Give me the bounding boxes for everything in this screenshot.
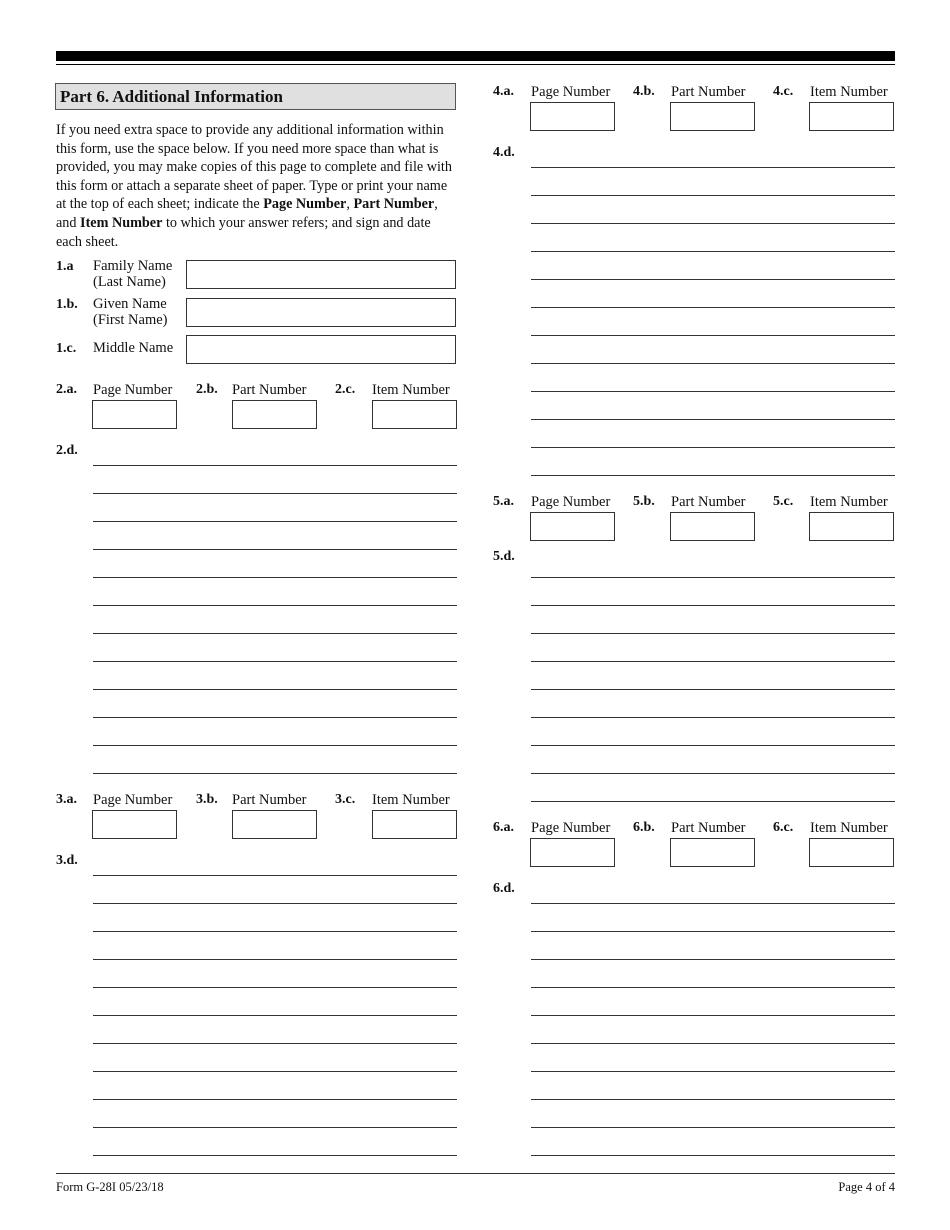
answer-line[interactable] — [93, 959, 457, 960]
item-number: 3.b. — [196, 792, 218, 807]
part-number-label: Part Number — [671, 84, 746, 100]
part-number-field[interactable] — [670, 512, 755, 541]
given-name-field[interactable] — [186, 298, 456, 327]
answer-line[interactable] — [93, 689, 457, 690]
item-number: 5.b. — [633, 494, 655, 509]
answer-line[interactable] — [531, 363, 895, 364]
middle-name-label: Middle Name — [93, 340, 174, 356]
answer-line[interactable] — [93, 1127, 457, 1128]
item-number-field[interactable] — [809, 102, 894, 131]
answer-line[interactable] — [531, 391, 895, 392]
part-number-label: Part Number — [671, 494, 746, 510]
item-number: 3.c. — [335, 792, 356, 807]
page-number-field[interactable] — [530, 512, 615, 541]
item-number-label: Item Number — [810, 84, 888, 100]
answer-line[interactable] — [93, 661, 457, 662]
page-number-label: Page Number — [531, 820, 611, 836]
item-number: 4.c. — [773, 84, 794, 99]
answer-line[interactable] — [531, 251, 895, 252]
answer-line[interactable] — [93, 493, 457, 494]
part-number-field[interactable] — [232, 810, 317, 839]
footer-rule — [56, 1173, 895, 1174]
family-name-label — [93, 259, 172, 290]
item-number: 6.c. — [773, 820, 794, 835]
item-number: 5.c. — [773, 494, 794, 509]
item-number-field[interactable] — [809, 512, 894, 541]
item-number: 2.a. — [56, 382, 77, 397]
item-number: 5.d. — [493, 549, 515, 564]
family-name-field[interactable] — [186, 260, 456, 289]
part-number-label: Part Number — [671, 820, 746, 836]
answer-line[interactable] — [93, 521, 457, 522]
answer-line[interactable] — [531, 605, 895, 606]
part-number-field[interactable] — [232, 400, 317, 429]
instructions-bold-part-number: Part Number — [353, 196, 435, 213]
item-number-field[interactable] — [372, 810, 457, 839]
answer-line[interactable] — [93, 1099, 457, 1100]
answer-line[interactable] — [531, 931, 895, 932]
page-number-label: Page Number — [93, 382, 173, 398]
part-number-field[interactable] — [670, 102, 755, 131]
instructions-text-part-2: to which your answer refers; and sign and date each sheet. — [56, 214, 431, 250]
middle-name-field[interactable] — [186, 335, 456, 364]
instructions-text — [56, 121, 458, 251]
answer-line[interactable] — [93, 1155, 457, 1156]
given-name-label-line2: (First Name) — [93, 311, 168, 328]
item-number: 1.c. — [56, 341, 77, 356]
answer-line[interactable] — [93, 875, 457, 876]
answer-line[interactable] — [93, 773, 457, 774]
item-number: 4.d. — [493, 145, 515, 160]
item-number: 3.d. — [56, 853, 78, 868]
instructions-separator: , — [346, 196, 354, 213]
answer-line[interactable] — [531, 447, 895, 448]
answer-line[interactable] — [531, 903, 895, 904]
instructions-text-part-1: If you need extra space to provide any additional information within this form, use the space below. If you need more space than what is provided, you may make copies of this page to complete and file with this form or attach a separate sheet of paper. Type or print your name at the top of each sheet; indicate the — [56, 122, 452, 213]
answer-line[interactable] — [531, 1015, 895, 1016]
answer-line[interactable] — [531, 475, 895, 476]
part-number-field[interactable] — [670, 838, 755, 867]
answer-line[interactable] — [531, 223, 895, 224]
item-number: 4.b. — [633, 84, 655, 99]
page-number-field[interactable] — [530, 102, 615, 131]
answer-line[interactable] — [531, 773, 895, 774]
answer-line[interactable] — [93, 903, 457, 904]
item-number: 6.a. — [493, 820, 514, 835]
answer-line[interactable] — [531, 661, 895, 662]
given-name-label-line1: Given Name — [93, 296, 167, 312]
answer-line[interactable] — [93, 1015, 457, 1016]
page-number-field[interactable] — [92, 810, 177, 839]
page-number-field[interactable] — [530, 838, 615, 867]
answer-line[interactable] — [531, 1071, 895, 1072]
family-name-label-line1: Family Name — [93, 258, 173, 274]
answer-line[interactable] — [531, 335, 895, 336]
instructions-separator: , and — [56, 196, 438, 231]
answer-line[interactable] — [93, 931, 457, 932]
page-number-label: Page Number — [531, 494, 611, 510]
answer-line[interactable] — [531, 689, 895, 690]
answer-line[interactable] — [93, 745, 457, 746]
item-number: 2.b. — [196, 382, 218, 397]
part-title: Part 6. Additional Information — [55, 83, 456, 110]
item-number: 6.b. — [633, 820, 655, 835]
top-bar-thick — [56, 51, 895, 61]
item-number: 3.a. — [56, 792, 77, 807]
answer-line[interactable] — [531, 987, 895, 988]
item-number: 5.a. — [493, 494, 514, 509]
answer-line[interactable] — [531, 1043, 895, 1044]
item-number-label: Item Number — [372, 382, 450, 398]
answer-line[interactable] — [531, 1127, 895, 1128]
top-bar-thin — [56, 64, 895, 65]
instructions-bold-item-number: Item Number — [80, 214, 163, 231]
part-number-label: Part Number — [232, 792, 307, 808]
answer-line[interactable] — [93, 1043, 457, 1044]
answer-line[interactable] — [93, 549, 457, 550]
item-number-label: Item Number — [810, 494, 888, 510]
item-number: 2.d. — [56, 443, 78, 458]
answer-line[interactable] — [531, 1155, 895, 1156]
answer-line[interactable] — [531, 577, 895, 578]
item-number-label: Item Number — [810, 820, 888, 836]
page-number-label: Page Number — [93, 792, 173, 808]
answer-line[interactable] — [531, 745, 895, 746]
answer-line[interactable] — [93, 717, 457, 718]
given-name-label — [93, 297, 168, 328]
answer-line[interactable] — [531, 959, 895, 960]
answer-line[interactable] — [531, 1099, 895, 1100]
answer-line[interactable] — [93, 987, 457, 988]
item-number: 1.b. — [56, 297, 78, 312]
answer-line[interactable] — [531, 195, 895, 196]
page-number-field[interactable] — [92, 400, 177, 429]
answer-line[interactable] — [531, 633, 895, 634]
item-number-label: Item Number — [372, 792, 450, 808]
answer-line[interactable] — [531, 279, 895, 280]
part-number-label: Part Number — [232, 382, 307, 398]
answer-line[interactable] — [93, 1071, 457, 1072]
form-id: Form G-28I 05/23/18 — [56, 1180, 164, 1194]
item-number-field[interactable] — [809, 838, 894, 867]
item-number: 1.a — [56, 259, 74, 274]
answer-line[interactable] — [93, 605, 457, 606]
item-number: 2.c. — [335, 382, 356, 397]
item-number: 6.d. — [493, 881, 515, 896]
page-indicator: Page 4 of 4 — [838, 1180, 895, 1194]
item-number: 4.a. — [493, 84, 514, 99]
answer-line[interactable] — [531, 801, 895, 802]
answer-line[interactable] — [531, 167, 895, 168]
answer-line[interactable] — [93, 633, 457, 634]
answer-line[interactable] — [531, 419, 895, 420]
item-number-field[interactable] — [372, 400, 457, 429]
page-number-label: Page Number — [531, 84, 611, 100]
answer-line[interactable] — [93, 577, 457, 578]
answer-line[interactable] — [531, 717, 895, 718]
family-name-label-line2: (Last Name) — [93, 273, 166, 290]
instructions-bold-page-number: Page Number — [263, 196, 347, 213]
answer-line[interactable] — [93, 465, 457, 466]
answer-line[interactable] — [531, 307, 895, 308]
